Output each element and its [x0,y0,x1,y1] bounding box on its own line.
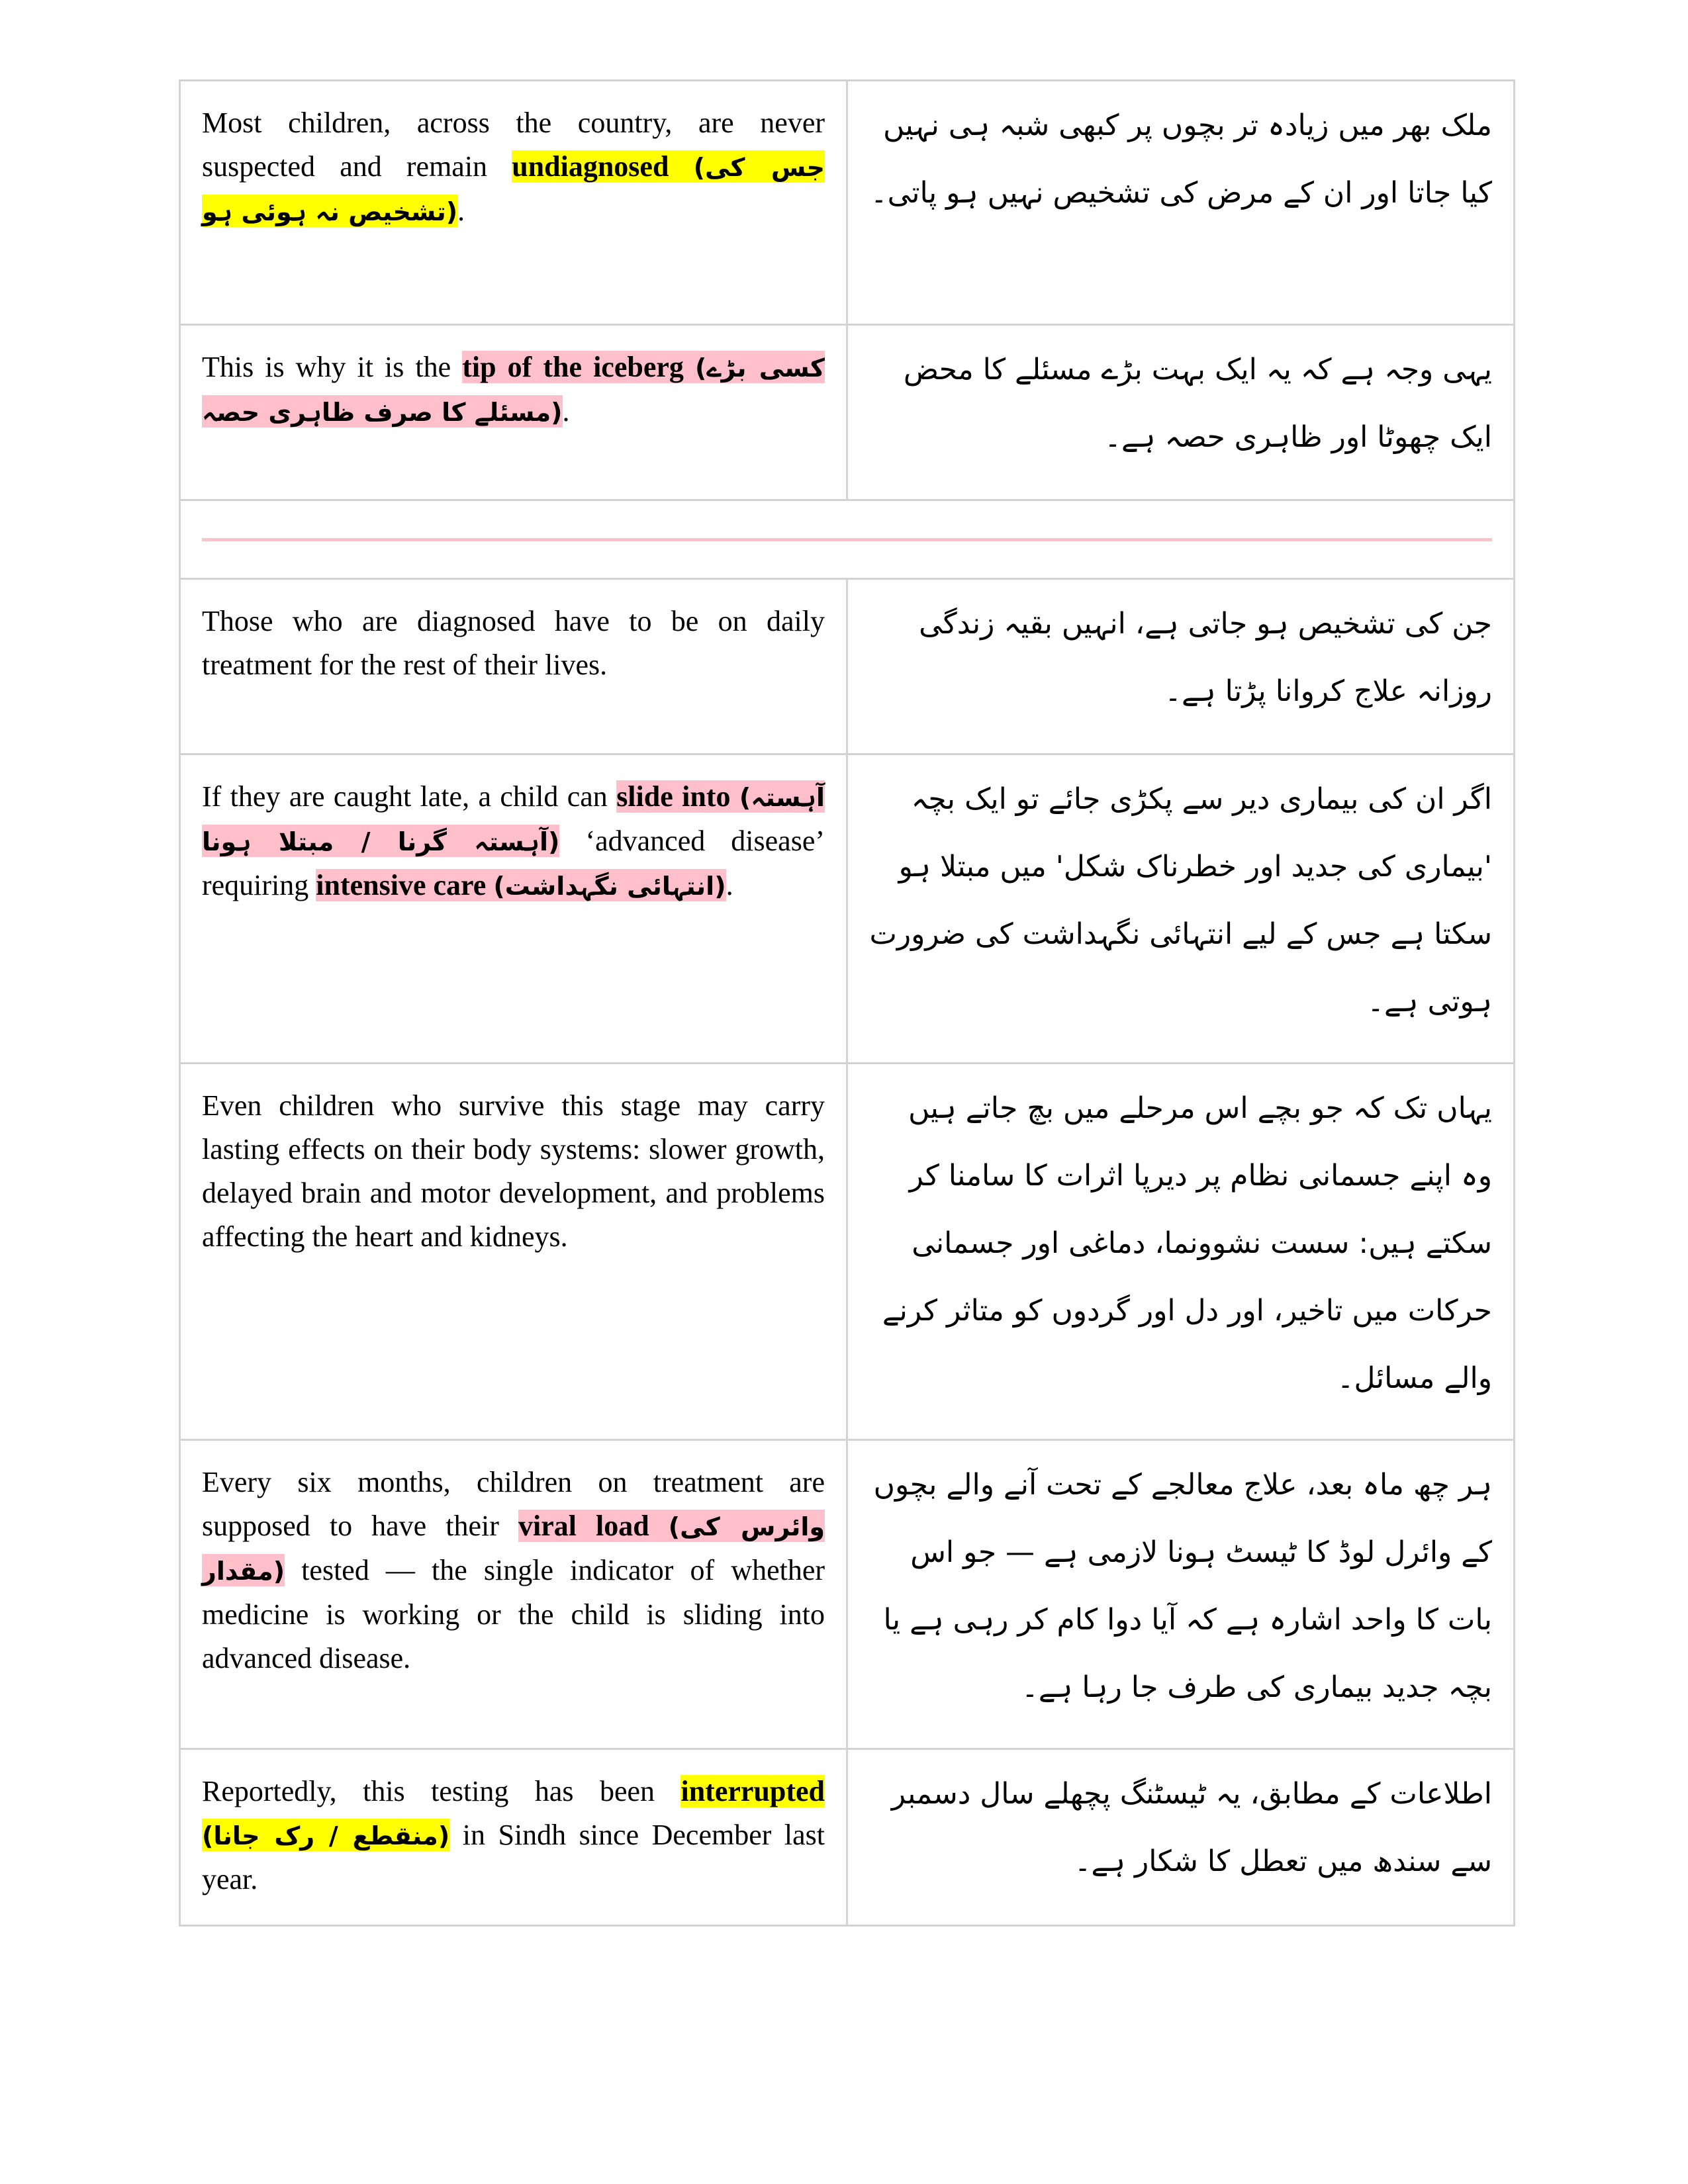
urdu-gloss: (آہستہ آہستہ گرنا / مبتلا ہونا) [202,783,825,856]
table-row [180,325,1515,500]
highlighted-term: interrupted (منقطع / رک جانا) [202,1775,825,1850]
urdu-gloss: (انتہائی نگہداشت) [493,872,726,901]
urdu-cell [847,81,1515,325]
table-row [180,1440,1515,1749]
english-text: This is why it is the tip of the iceberg (کسی بڑے مسئلے کا صرف ظاہری حصہ). [202,351,825,428]
english-cell [180,1440,847,1749]
urdu-cell [847,754,1515,1064]
english-text: Reportedly, this testing has been interrupted (منقطع / رک جانا) in Sindh since December last year. [202,1775,825,1895]
separator-row [180,500,1515,579]
table-row [180,579,1515,754]
urdu-translation: ہر چھ ماہ بعد، علاج معالجے کے تحت آنے والے بچوں کے وائرل لوڈ کا ٹیسٹ ہونا لازمی ہے — جو اس بات کا واحد اشارہ ہے کہ آیا دوا کام کر رہی ہے یا بچہ جدید بیماری کی طرف جا رہا ہے۔ [873,1468,1492,1704]
urdu-cell [847,1749,1515,1926]
urdu-cell [847,325,1515,500]
table-row [180,1064,1515,1440]
english-cell [180,325,847,500]
urdu-translation: یہاں تک کہ جو بچے اس مرحلے میں بچ جاتے ہیں وہ اپنے جسمانی نظام پر دیرپا اثرات کا سامنا کر سکتے ہیں: سست نشوونما، دماغی اور جسمانی حرکات میں تاخیر، اور دل اور گردوں کو متاثر کرنے والے مسائل۔ [882,1091,1492,1395]
english-cell [180,81,847,325]
english-text: Most children, across the country, are never suspected and remain undiagnosed (جس کی تشخیص نہ ہوئی ہو). [202,107,825,227]
urdu-translation: ملک بھر میں زیادہ تر بچوں پر کبھی شبہ ہی نہیں کیا جاتا اور ان کے مرض کی تشخیص نہیں ہو پاتی۔ [870,109,1492,210]
highlighted-term: intensive care (انتہائی نگہداشت) [316,869,726,901]
table-row [180,1749,1515,1926]
highlighted-term: slide into (آہستہ آہستہ گرنا / مبتلا ہونا) [202,780,825,856]
english-cell [180,1064,847,1440]
urdu-cell [847,579,1515,754]
urdu-gloss: (جس کی تشخیص نہ ہوئی ہو) [202,153,825,226]
urdu-translation: جن کی تشخیص ہو جاتی ہے، انہیں بقیہ زندگی روزانہ علاج کروانا پڑتا ہے۔ [919,607,1492,708]
urdu-gloss: (کسی بڑے مسئلے کا صرف ظاہری حصہ) [202,353,825,427]
english-cell [180,579,847,754]
urdu-gloss: (منقطع / رک جانا) [202,1821,450,1850]
english-text: Even children who survive this stage may carry lasting effects on their body systems: slower growth, delayed brain and motor development, and problems affecting the heart and kidneys. [202,1089,825,1253]
english-cell [180,754,847,1064]
table-row [180,81,1515,325]
urdu-translation: اگر ان کی بیماری دیر سے پکڑی جائے تو ایک بچہ 'بیماری کی جدید اور خطرناک شکل' میں مبتلا ہو سکتا ہے جس کے لیے انتہائی نگہداشت کی ضرورت ہوتی ہے۔ [869,782,1492,1019]
english-text: Those who are diagnosed have to be on daily treatment for the rest of their lives. [202,605,825,681]
english-text: Every six months, children on treatment are supposed to have their viral load (وائرس کی مقدار) tested — the single indicator of whether medicine is working or the child is sliding into advanced disease. [202,1466,825,1674]
urdu-cell [847,1064,1515,1440]
separator-line [202,538,1492,541]
urdu-translation: اطلاعات کے مطابق، یہ ٹیسٹنگ پچھلے سال دسمبر سے سندھ میں تعطل کا شکار ہے۔ [891,1777,1492,1878]
highlighted-term: undiagnosed (جس کی تشخیص نہ ہوئی ہو) [202,150,825,226]
urdu-gloss: (وائرس کی مقدار) [202,1512,825,1586]
english-cell [180,1749,847,1926]
highlighted-term: viral load (وائرس کی مقدار) [202,1510,825,1586]
urdu-cell [847,1440,1515,1749]
highlighted-term: tip of the iceberg (کسی بڑے مسئلے کا صرف ظاہری حصہ) [202,351,825,427]
separator-cell [180,500,1515,579]
table-row [180,754,1515,1064]
glossary-table [179,79,1515,1927]
urdu-translation: یہی وجہ ہے کہ یہ ایک بہت بڑے مسئلے کا محض ایک چھوٹا اور ظاہری حصہ ہے۔ [903,353,1492,454]
english-text: If they are caught late, a child can slide into (آہستہ آہستہ گرنا / مبتلا ہونا) ‘advanced disease’ requiring intensive care (انتہائی نگہداشت). [202,780,825,901]
